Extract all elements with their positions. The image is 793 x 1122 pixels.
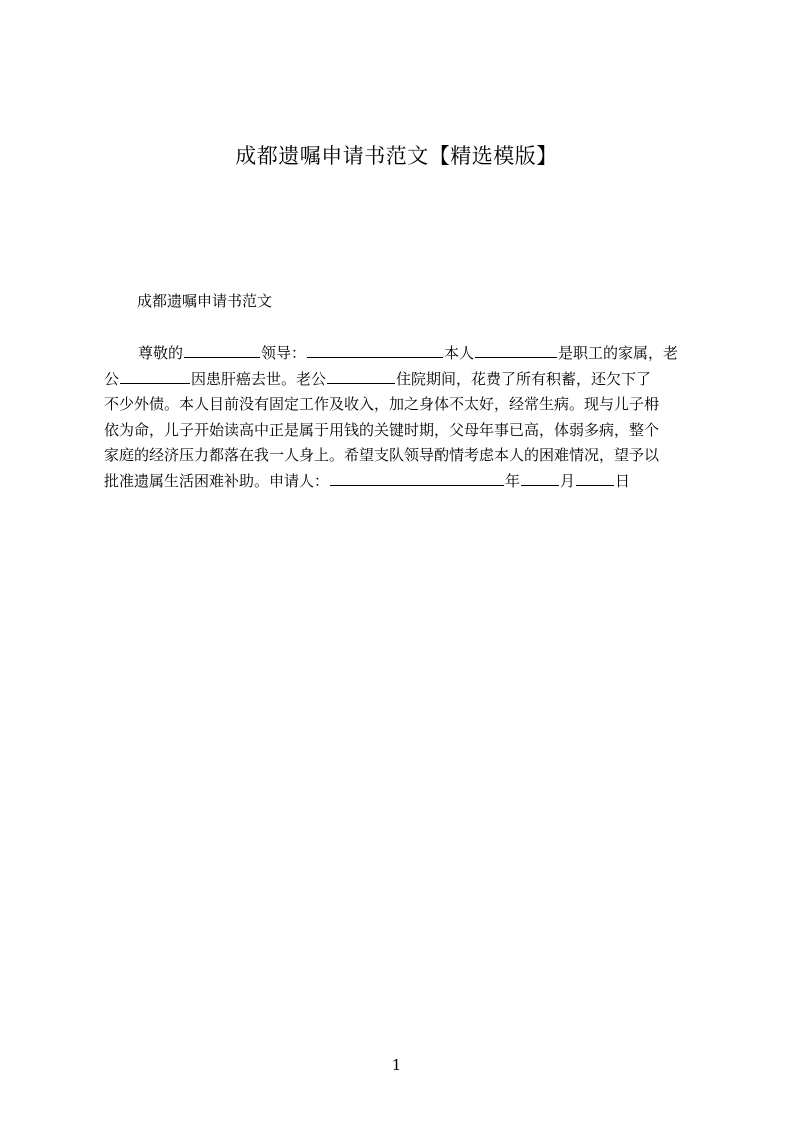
document-title: 成都遗嘱申请书范文【精选模版】 (235, 144, 558, 168)
paragraph-line-3: 不少外债。本人目前没有固定工作及收入，加之身体不太好，经常生病。现与儿子枏 (104, 395, 660, 413)
family-text: 是职工的家属，老 (558, 344, 679, 362)
day-blank (576, 470, 614, 486)
page-number: 1 (391, 1056, 402, 1074)
blank-field (184, 342, 260, 358)
month-blank (521, 470, 559, 486)
document-subheading: 成都遗嘱申请书范文 (137, 292, 273, 310)
salutation-text: 尊敬的 (138, 344, 184, 362)
husband-text: 公 (104, 369, 120, 388)
self-text: 本人 (444, 344, 475, 362)
paragraph-line-6 (104, 469, 700, 495)
death-text: 因患肝癌去世。老公 (191, 369, 327, 388)
body-paragraph (104, 341, 700, 494)
paragraph-line-2 (104, 367, 700, 393)
hospital-text: 住院期间，花费了所有积蓄，还欠下了 (396, 369, 652, 388)
paragraph-line-4: 依为命，儿子开始读高中正是属于用钱的关键时期，父母年事已高，体弱多病，整个 (104, 420, 660, 439)
leader-text: 领导： (261, 344, 307, 362)
blank-field (327, 368, 395, 384)
paragraph-line-5: 家庭的经济压力都落在我一人身上。希望支队领导酌情考虑本人的困难情况，望予以 (104, 446, 660, 464)
year-label: 年 (505, 471, 521, 490)
blank-field (475, 342, 557, 358)
day-label: 日 (615, 471, 631, 490)
applicant-blank (330, 470, 504, 486)
applicant-label: 批准遗属生活困难补助。申请人： (104, 471, 330, 490)
paragraph-line-1 (104, 341, 700, 367)
blank-field (120, 368, 190, 384)
month-label: 月 (560, 471, 576, 490)
blank-field (307, 342, 443, 358)
